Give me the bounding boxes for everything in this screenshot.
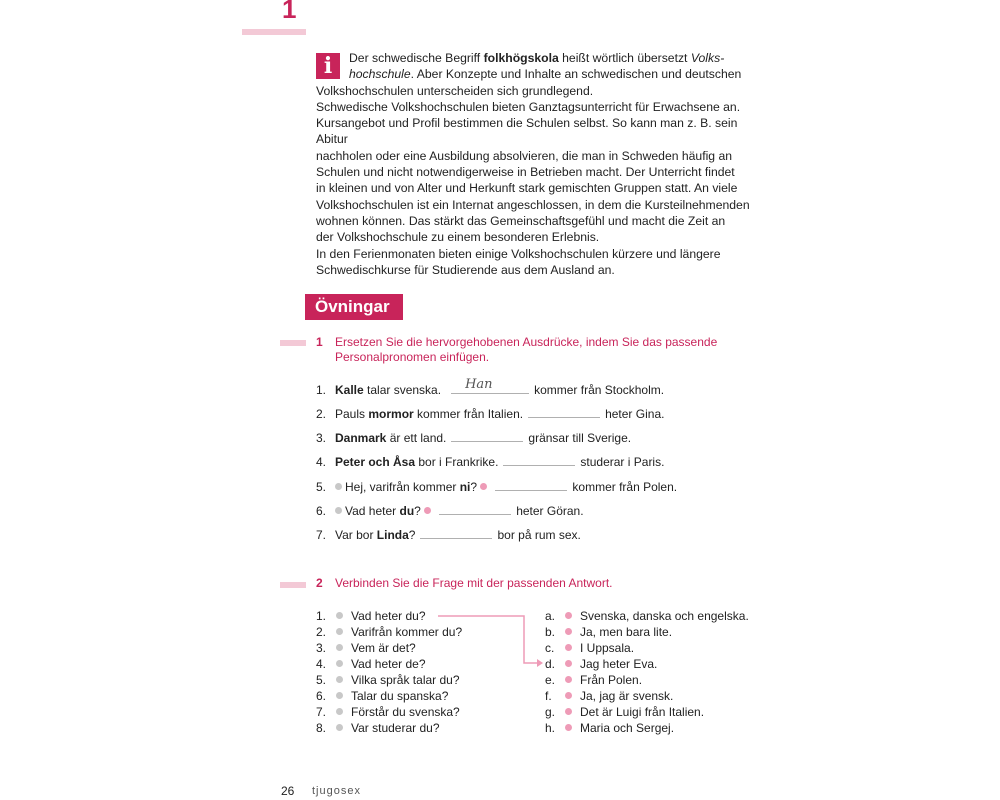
sentence-text: Var bor (335, 528, 377, 542)
info-text-segment: . Aber Konzepte und Inhalte an schwedischen und deutschen (410, 67, 742, 82)
question-text: Talar du spanska? (351, 689, 449, 703)
answer-text: Ja, jag är svensk. (580, 689, 674, 703)
highlighted-expression: mormor (368, 407, 414, 421)
item-letter: g. (545, 705, 556, 719)
item-number: 6. (316, 504, 327, 518)
item-number: 4. (316, 657, 327, 671)
exercise-number: 2 (316, 576, 323, 590)
info-bold-term: folkhögskola (483, 51, 559, 65)
item-number: 1. (316, 383, 327, 397)
sentence-text: heter Gina. (605, 407, 665, 421)
info-line: Kursangebot und Profil bestimmen die Schulen selbst. So kann man z. B. sein Abitur (316, 116, 738, 147)
info-line: wohnen können. Das stärkt das Gemeinschaftsgefühl und macht die Zeit an (316, 213, 726, 228)
item-number: 6. (316, 689, 327, 703)
info-line: Schulen und nicht notwendigerweise in Betrieben macht. Der Unterricht findet (316, 165, 735, 180)
item-letter: a. (545, 609, 556, 623)
info-line: in kleinen und von Alter und Herkunft stark gemischten Gruppen statt. An viele (316, 181, 738, 196)
answer-text: Från Polen. (580, 673, 643, 687)
highlighted-expression: Kalle (335, 383, 364, 397)
item-number: 3. (316, 431, 327, 445)
page-number-word: tjugosex (312, 785, 361, 797)
item-number: 2. (316, 625, 327, 639)
sentence-text: ? (408, 528, 416, 542)
info-italic-term: hochschule (349, 67, 411, 82)
info-line: Schwedische Volkshochschulen bieten Ganztagsunterricht für Erwachsene an. (316, 99, 741, 114)
handwritten-answer: Han (465, 377, 493, 392)
question-text: Vad heter du? (351, 609, 426, 623)
sentence-text: studerar i Paris. (580, 455, 665, 469)
item-number: 7. (316, 705, 327, 719)
item-number: 2. (316, 407, 327, 421)
sentence-text: Pauls (335, 407, 369, 421)
info-line: der Volkshochschule zu einem besonderen Erlebnis. (316, 230, 600, 245)
sentence-text: bor på rum sex. (497, 528, 581, 542)
info-text-segment: heißt wörtlich übersetzt (558, 51, 691, 65)
instruction-line: Ersetzen Sie die hervorgehobenen Ausdrücke, indem Sie das passende (335, 335, 718, 349)
answer-text: Maria och Sergej. (580, 721, 675, 735)
highlighted-expression: Danmark (335, 431, 387, 445)
sentence-text: talar svenska. (363, 383, 442, 397)
item-number: 4. (316, 455, 327, 469)
sentence-text: gränsar till Sverige. (528, 431, 632, 445)
question-text: Varifrån kommer du? (351, 625, 463, 639)
info-italic-term: Volks- (690, 51, 725, 65)
sentence-text: kommer från Polen. (572, 480, 678, 494)
info-line: Volkshochschulen ist ein Internat angeschlossen, in dem die Kursteilnehmenden (316, 197, 750, 212)
item-number: 1. (316, 609, 327, 623)
exercise-instruction: Verbinden Sie die Frage mit der passenden Antwort. (335, 576, 613, 590)
item-letter: f. (545, 689, 552, 703)
question-text: Vilka språk talar du? (351, 673, 460, 687)
question-text: Förstår du svenska? (351, 705, 460, 719)
question-text: Vad heter de? (351, 657, 426, 671)
item-number: 5. (316, 480, 327, 494)
exercise-number: 1 (316, 335, 323, 349)
item-letter: h. (545, 721, 556, 735)
item-number: 8. (316, 721, 327, 735)
item-number: 7. (316, 528, 327, 542)
sentence-text: bor i Frankrike. (415, 455, 499, 469)
sentence-text: Vad heter (345, 504, 400, 518)
answer-text: I Uppsala. (580, 641, 635, 655)
info-line: nachholen oder eine Ausbildung absolvieren, die man in Schweden häufig an (316, 148, 733, 163)
info-line: Schwedischkurse für Studierende aus dem Ausland an. (316, 262, 615, 277)
highlighted-expression: ni (459, 480, 471, 494)
answer-text: Ja, men bara lite. (580, 625, 673, 639)
highlighted-expression: Peter och Åsa (335, 455, 416, 469)
chapter-number: 1 (282, 0, 297, 24)
item-letter: b. (545, 625, 556, 639)
highlighted-expression: Linda (376, 528, 409, 542)
page-number: 26 (281, 784, 295, 798)
highlighted-expression: du (399, 504, 415, 518)
section-heading: Övningar (305, 294, 403, 320)
item-number: 5. (316, 673, 327, 687)
item-letter: d. (545, 657, 556, 671)
question-text: Var studerar du? (351, 721, 440, 735)
item-number: 3. (316, 641, 327, 655)
sentence-text: är ett land. (386, 431, 447, 445)
answer-text: Det är Luigi från Italien. (580, 705, 705, 719)
answer-text: Svenska, danska och engelska. (580, 609, 749, 623)
info-icon: i (316, 53, 340, 79)
answer-text: Jag heter Eva. (580, 657, 658, 671)
sentence-text: heter Göran. (516, 504, 584, 518)
sentence-text: kommer från Italien. (413, 407, 524, 421)
item-letter: e. (545, 673, 556, 687)
sentence-text: ? (414, 504, 421, 518)
info-line: Volkshochschulen unterscheiden sich grundlegend. (316, 83, 594, 98)
info-text-segment: Der schwedische Begriff (349, 51, 484, 65)
item-letter: c. (545, 641, 555, 655)
instruction-line: Personalpronomen einfügen. (335, 350, 490, 364)
sentence-text: Hej, varifrån kommer (345, 480, 460, 494)
question-text: Vem är det? (351, 641, 416, 655)
sentence-text: ? (470, 480, 478, 494)
info-line: In den Ferienmonaten bieten einige Volkshochschulen kürzere und längere (316, 246, 721, 261)
sentence-text: kommer från Stockholm. (534, 383, 665, 397)
